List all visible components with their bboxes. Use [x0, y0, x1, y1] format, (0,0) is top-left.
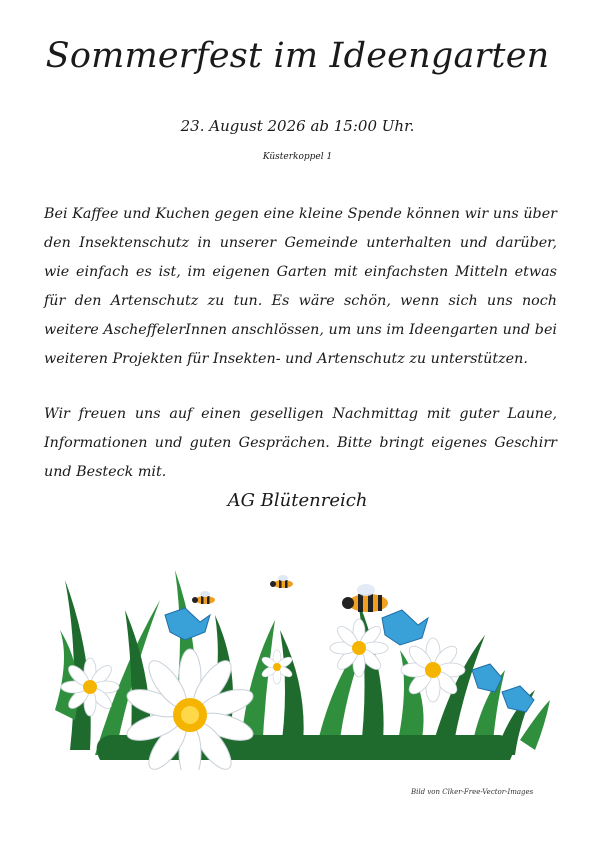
body-paragraph-2: Wir freuen uns auf einen geselligen Nachmittag mit guter Laune, Informationen und guten Gesprächen. Bitte bringt eigenes Geschirr und Besteck mit.	[44, 406, 557, 480]
event-date: 23. August 2026 ab 15:00 Uhr.	[180, 117, 415, 135]
daisy-flower-left	[61, 658, 119, 716]
bee-small-left	[192, 591, 215, 604]
daisy-flower-right	[401, 638, 465, 702]
meadow-illustration	[40, 560, 560, 770]
bellflower-center	[382, 610, 428, 645]
flyer-title: Sommerfest im Ideengarten	[45, 36, 550, 76]
bellflower-left	[165, 608, 210, 640]
body-paragraph-1: Bei Kaffee und Kuchen gegen eine kleine Spende können wir uns über den Insektenschutz in unserer Gemeinde unterhalten und darüber, wie einfach es ist, im eigenen Garten mit einfachsten Mitteln etwas für den Artenschutz zu tun. Es wäre schön, wenn sich uns noch weitere AscheffelerInnen anschlössen, um uns im Ideengarten und bei weiteren Projekten für Insekten- und Artenschutz zu unterstützen.	[44, 206, 557, 367]
image-credit: Bild von Clker-Free-Vector-Images	[411, 788, 534, 796]
bee-small-top	[270, 575, 293, 588]
signature: AG Blütenreich	[227, 490, 368, 511]
bellflower-right	[472, 664, 534, 712]
bee-large	[342, 584, 388, 612]
event-address: Küsterkoppel 1	[262, 152, 333, 162]
daisy-flower-center	[330, 619, 388, 677]
